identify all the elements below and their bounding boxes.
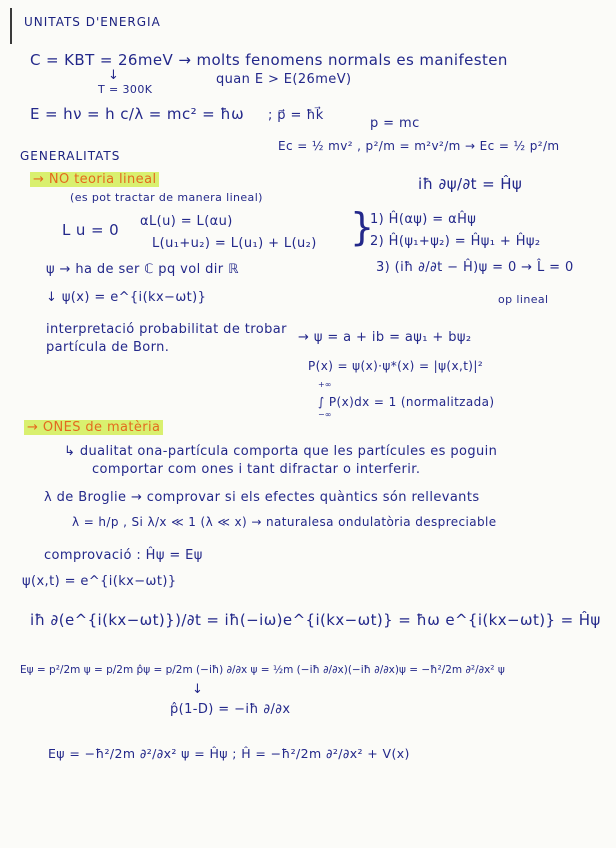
de-broglie: λ de Broglie → comprovar si els efectes quàntics són rellevants bbox=[44, 490, 480, 505]
integral-upper-limit: +∞ bbox=[318, 380, 332, 389]
p-hat-1d: p̂(1-D) = −iħ ∂/∂x bbox=[170, 702, 291, 717]
heading-generalitats: GENERALITATS bbox=[20, 149, 121, 163]
interpretation-line-2: partícula de Born. bbox=[46, 340, 170, 355]
line-e-kbt: C = KBT = 26meV → molts fenomens normals es manifesten bbox=[30, 51, 508, 69]
label-ones-materia: → ONES de matèria bbox=[24, 420, 163, 436]
linearity-2: L(u₁+u₂) = L(u₁) + L(u₂) bbox=[152, 236, 317, 251]
line-ec: Ec = ½ mv² , p²/m = m²v²/m → Ec = ½ p²/m bbox=[278, 139, 560, 153]
e-psi-chain: Eψ = p²/2m ψ = p/2m p̂ψ = p/2m (−iħ) ∂/∂x ψ = ½m (−iħ ∂/∂x)(−iħ ∂/∂x)ψ = −ħ²/2m ∂²/∂x² ψ bbox=[20, 664, 505, 676]
normalization-integral: ∫ P(x)dx = 1 (normalitzada) bbox=[318, 395, 495, 409]
line-e-hv: E = hν = h c/λ = mc² = ħω bbox=[30, 105, 245, 123]
title-unitats: UNITATS D'ENERGIA bbox=[24, 15, 161, 29]
teoria-sub: (es pot tractar de manera lineal) bbox=[70, 191, 263, 204]
psi-x: ↓ ψ(x) = e^{i(kx−ωt)} bbox=[46, 290, 207, 305]
line-t300: T = 300K bbox=[98, 83, 153, 96]
line-p-mc: p = mc bbox=[370, 116, 420, 131]
brace-icon: } bbox=[350, 205, 375, 249]
label-teoria-lineal: → NO teoria lineal bbox=[30, 172, 159, 188]
lambda-condition: λ = h/p , Si λ/x ≪ 1 (λ ≪ x) → naturalesa ondulatòria despreciable bbox=[72, 515, 497, 529]
final-hamiltonian: Eψ = −ħ²/2m ∂²/∂x² ψ = Ĥψ ; Ĥ = −ħ²/2m ∂²/∂x² + V(x) bbox=[48, 746, 410, 761]
p-hat-arrow-icon: ↓ bbox=[192, 682, 204, 697]
property-3: 3) (iħ ∂/∂t − Ĥ)ψ = 0 → L̂ = 0 bbox=[376, 260, 574, 275]
dualitat-line-2: comportar com ones i tant difractar o interferir. bbox=[92, 462, 421, 477]
property-1: 1) Ĥ(αψ) = αĤψ bbox=[370, 212, 477, 227]
comprovacio: comprovació : Ĥψ = Eψ bbox=[44, 548, 203, 563]
psi-ha-de-ser: ψ → ha de ser ℂ pq vol dir ℝ bbox=[46, 262, 239, 277]
margin-line bbox=[10, 8, 12, 44]
line-quan: quan E > E(26meV) bbox=[216, 72, 352, 87]
psi-xt: ψ(x,t) = e^{i(kx−ωt)} bbox=[22, 574, 177, 589]
integral-lower-limit: −∞ bbox=[318, 410, 332, 419]
arrow-down-icon: ↓ bbox=[108, 68, 120, 83]
ih-derivative: iħ ∂(e^{i(kx−ωt)})/∂t = iħ(−iω)e^{i(kx−ωt)} = ħω e^{i(kx−ωt)} = Ĥψ bbox=[30, 611, 601, 629]
op-lineal: op lineal bbox=[498, 293, 549, 306]
line-p-hk: ; p⃗ = ħk⃗ bbox=[268, 108, 324, 123]
line-lu: L u = 0 bbox=[62, 221, 120, 239]
linearity-1: αL(u) = L(αu) bbox=[140, 214, 233, 229]
schrodinger-top: iħ ∂ψ/∂t = Ĥψ bbox=[418, 175, 523, 193]
psi-sum: → ψ = a + ib = aψ₁ + bψ₂ bbox=[298, 330, 472, 345]
probability-px: P(x) = ψ(x)·ψ*(x) = |ψ(x,t)|² bbox=[308, 359, 484, 373]
property-2: 2) Ĥ(ψ₁+ψ₂) = Ĥψ₁ + Ĥψ₂ bbox=[370, 234, 541, 249]
dualitat-line-1: ↳ dualitat ona-partícula comporta que les partícules es poguin bbox=[64, 444, 498, 459]
interpretation-line-1: interpretació probabilitat de trobar bbox=[46, 322, 287, 337]
